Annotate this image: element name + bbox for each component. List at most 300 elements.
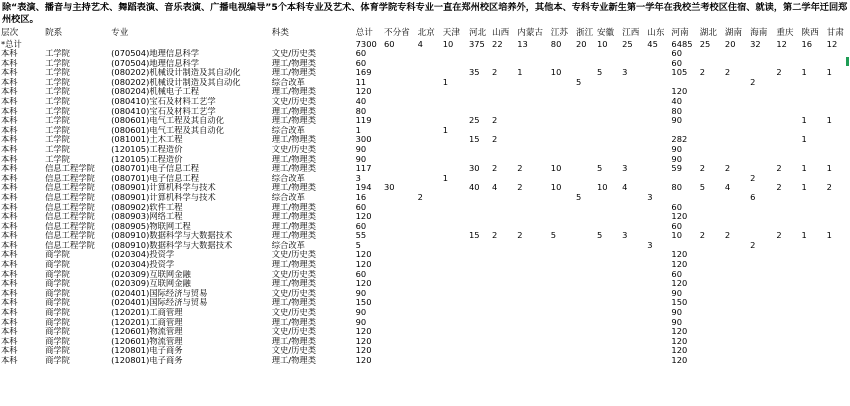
table-cell[interactable] <box>699 289 724 299</box>
table-cell[interactable]: 5 <box>575 192 582 202</box>
table-cell[interactable]: (080902)软件工程 <box>111 202 183 212</box>
table-cell[interactable]: 本科 <box>1 106 18 116</box>
table-cell[interactable] <box>699 145 724 155</box>
table-cell[interactable] <box>516 318 550 328</box>
table-cell[interactable]: 商学院 <box>45 336 70 346</box>
table-cell[interactable]: 3 <box>647 192 653 202</box>
table-cell[interactable] <box>775 107 800 117</box>
table-cell[interactable] <box>550 250 575 260</box>
table-cell[interactable] <box>775 59 800 69</box>
table-cell[interactable]: *总计 <box>1 39 22 49</box>
table-cell[interactable] <box>491 203 516 213</box>
table-cell[interactable]: 综合改革 <box>271 240 305 250</box>
table-cell[interactable] <box>575 116 596 126</box>
table-cell[interactable] <box>550 78 575 88</box>
table-cell[interactable] <box>621 318 646 328</box>
table-cell[interactable] <box>516 289 550 299</box>
table-cell[interactable] <box>596 308 621 318</box>
table-cell[interactable] <box>724 145 749 155</box>
table-cell[interactable] <box>575 318 596 328</box>
table-cell[interactable] <box>826 337 850 347</box>
table-cell[interactable] <box>749 203 775 213</box>
table-cell[interactable] <box>516 327 550 337</box>
table-cell[interactable]: 120 <box>355 346 372 356</box>
table-cell[interactable]: 10 <box>442 39 454 49</box>
table-cell[interactable] <box>699 327 724 337</box>
table-cell[interactable] <box>826 318 850 328</box>
table-cell[interactable]: 层次 <box>1 28 19 38</box>
table-cell[interactable]: 不分省 <box>383 28 410 38</box>
table-cell[interactable] <box>596 49 621 59</box>
table-cell[interactable] <box>575 155 596 165</box>
table-cell[interactable] <box>468 279 491 289</box>
table-cell[interactable] <box>44 39 110 49</box>
table-cell[interactable]: 2 <box>517 164 523 174</box>
table-cell[interactable] <box>621 116 646 126</box>
table-cell[interactable] <box>491 318 516 328</box>
table-cell[interactable]: 2 <box>699 68 706 78</box>
table-cell[interactable] <box>724 135 749 145</box>
table-cell[interactable]: 信息工程学院 <box>45 221 95 231</box>
table-cell[interactable] <box>575 298 596 308</box>
table-cell[interactable] <box>646 107 670 117</box>
table-cell[interactable]: 商学院 <box>45 327 70 337</box>
table-cell[interactable] <box>516 145 550 155</box>
table-cell[interactable]: 3 <box>622 231 628 241</box>
table-cell[interactable]: 科类 <box>271 28 289 38</box>
table-cell[interactable] <box>491 97 516 107</box>
table-cell[interactable]: 25 <box>699 39 711 49</box>
table-cell[interactable] <box>575 289 596 299</box>
table-cell[interactable] <box>491 145 516 155</box>
table-cell[interactable] <box>516 241 550 251</box>
table-cell[interactable] <box>383 97 417 107</box>
table-cell[interactable]: 13 <box>517 39 528 49</box>
table-cell[interactable] <box>596 337 621 347</box>
table-cell[interactable] <box>516 203 550 213</box>
table-cell[interactable]: 理工/物理类 <box>271 154 316 164</box>
table-cell[interactable] <box>550 212 575 222</box>
table-cell[interactable] <box>646 155 670 165</box>
table-cell[interactable] <box>699 212 724 222</box>
table-cell[interactable] <box>516 174 550 184</box>
table-cell[interactable]: 60 <box>355 221 367 231</box>
table-cell[interactable] <box>724 97 749 107</box>
table-cell[interactable]: 院系 <box>45 28 63 38</box>
table-cell[interactable]: 4 <box>724 183 731 193</box>
table-cell[interactable] <box>516 87 550 97</box>
table-cell[interactable]: (020401)国际经济与贸易 <box>111 288 208 298</box>
table-cell[interactable] <box>724 298 749 308</box>
table-cell[interactable] <box>724 308 749 318</box>
table-cell[interactable] <box>775 49 800 59</box>
table-cell[interactable] <box>646 318 670 328</box>
table-cell[interactable] <box>699 337 724 347</box>
table-cell[interactable] <box>749 298 775 308</box>
table-cell[interactable] <box>596 116 621 126</box>
table-cell[interactable]: 商学院 <box>45 346 70 356</box>
table-cell[interactable] <box>596 298 621 308</box>
table-cell[interactable] <box>491 241 516 251</box>
table-cell[interactable] <box>749 231 775 241</box>
table-cell[interactable]: 120 <box>671 356 688 365</box>
table-cell[interactable] <box>383 289 417 299</box>
table-cell[interactable] <box>699 59 724 69</box>
table-cell[interactable]: 90 <box>671 116 682 126</box>
table-cell[interactable] <box>417 337 442 347</box>
table-cell[interactable]: 60 <box>355 58 367 68</box>
table-cell[interactable] <box>575 308 596 318</box>
table-cell[interactable]: 文史/历史类 <box>271 250 316 260</box>
table-cell[interactable] <box>442 260 468 270</box>
table-cell[interactable] <box>646 49 670 59</box>
table-cell[interactable] <box>801 107 826 117</box>
table-cell[interactable] <box>442 327 468 337</box>
table-cell[interactable] <box>516 116 550 126</box>
table-cell[interactable] <box>596 270 621 280</box>
table-cell[interactable] <box>699 97 724 107</box>
table-cell[interactable]: 2 <box>492 135 498 145</box>
table-cell[interactable]: 文史/历史类 <box>271 96 316 106</box>
table-cell[interactable]: 3 <box>622 164 628 174</box>
table-cell[interactable] <box>516 126 550 136</box>
table-cell[interactable]: 本科 <box>1 135 18 145</box>
table-cell[interactable]: 内蒙古 <box>517 28 544 38</box>
table-cell[interactable] <box>468 241 491 251</box>
table-cell[interactable] <box>699 222 724 232</box>
table-cell[interactable] <box>383 164 417 174</box>
table-cell[interactable] <box>550 59 575 69</box>
table-cell[interactable]: (080601)电气工程及其自动化 <box>111 116 224 126</box>
table-cell[interactable]: 5 <box>355 240 361 250</box>
table-cell[interactable] <box>826 298 850 308</box>
table-cell[interactable] <box>749 346 775 356</box>
table-cell[interactable] <box>826 270 850 280</box>
table-cell[interactable] <box>491 107 516 117</box>
table-cell[interactable] <box>383 155 417 165</box>
table-cell[interactable]: 商学院 <box>45 356 70 365</box>
table-cell[interactable]: 工学院 <box>45 49 70 58</box>
table-cell[interactable] <box>442 59 468 69</box>
table-cell[interactable] <box>670 193 698 203</box>
table-cell[interactable] <box>468 155 491 165</box>
table-cell[interactable] <box>417 270 442 280</box>
table-cell[interactable] <box>801 279 826 289</box>
table-cell[interactable]: 2 <box>724 68 731 78</box>
table-cell[interactable]: 本科 <box>1 144 18 154</box>
table-cell[interactable] <box>749 126 775 136</box>
table-cell[interactable] <box>550 289 575 299</box>
table-cell[interactable] <box>775 241 800 251</box>
table-cell[interactable]: 40 <box>468 183 480 193</box>
table-cell[interactable] <box>596 203 621 213</box>
table-cell[interactable] <box>801 346 826 356</box>
table-cell[interactable]: 119 <box>355 116 372 126</box>
table-cell[interactable] <box>646 231 670 241</box>
table-cell[interactable] <box>516 212 550 222</box>
table-cell[interactable]: 2 <box>517 183 523 193</box>
table-cell[interactable]: 商学院 <box>45 317 70 327</box>
table-cell[interactable]: 工学院 <box>45 125 70 135</box>
table-cell[interactable]: 本科 <box>1 288 18 298</box>
table-cell[interactable] <box>801 87 826 97</box>
table-cell[interactable] <box>621 250 646 260</box>
table-cell[interactable]: 105 <box>671 68 688 78</box>
table-cell[interactable] <box>417 164 442 174</box>
table-cell[interactable] <box>575 222 596 232</box>
table-cell[interactable] <box>468 145 491 155</box>
table-cell[interactable] <box>550 327 575 337</box>
table-cell[interactable]: 工学院 <box>45 77 70 87</box>
table-cell[interactable] <box>646 68 670 78</box>
table-cell[interactable] <box>383 318 417 328</box>
table-cell[interactable] <box>699 241 724 251</box>
table-cell[interactable] <box>749 260 775 270</box>
table-cell[interactable] <box>575 231 596 241</box>
table-cell[interactable]: 150 <box>355 298 372 308</box>
table-cell[interactable]: 90 <box>355 308 367 318</box>
table-cell[interactable]: (080901)计算机科学与技术 <box>111 183 216 193</box>
table-cell[interactable]: (120201)工商管理 <box>111 317 183 327</box>
table-cell[interactable] <box>646 250 670 260</box>
table-cell[interactable] <box>699 279 724 289</box>
table-cell[interactable]: (020304)投资学 <box>111 250 175 260</box>
table-cell[interactable] <box>468 308 491 318</box>
table-cell[interactable]: (020309)互联网金融 <box>111 279 191 289</box>
table-cell[interactable] <box>724 155 749 165</box>
table-cell[interactable] <box>417 174 442 184</box>
table-cell[interactable] <box>550 222 575 232</box>
table-cell[interactable] <box>417 250 442 260</box>
table-cell[interactable] <box>724 126 749 136</box>
table-cell[interactable]: 12 <box>776 39 787 49</box>
table-cell[interactable] <box>775 250 800 260</box>
table-cell[interactable]: 1 <box>826 116 832 126</box>
table-cell[interactable] <box>724 203 749 213</box>
table-cell[interactable]: 10 <box>596 183 608 193</box>
table-cell[interactable] <box>646 289 670 299</box>
table-cell[interactable] <box>801 212 826 222</box>
table-cell[interactable] <box>468 298 491 308</box>
table-cell[interactable] <box>596 327 621 337</box>
table-cell[interactable] <box>826 346 850 356</box>
table-cell[interactable] <box>826 203 850 213</box>
table-cell[interactable]: 20 <box>724 39 736 49</box>
table-cell[interactable] <box>621 356 646 366</box>
table-cell[interactable] <box>775 289 800 299</box>
table-cell[interactable] <box>575 87 596 97</box>
table-cell[interactable] <box>383 231 417 241</box>
table-cell[interactable]: 60 <box>671 269 682 279</box>
table-cell[interactable] <box>417 135 442 145</box>
table-cell[interactable] <box>775 212 800 222</box>
table-cell[interactable] <box>550 241 575 251</box>
table-cell[interactable]: 陕西 <box>801 28 819 38</box>
table-cell[interactable] <box>442 212 468 222</box>
table-cell[interactable] <box>775 155 800 165</box>
table-cell[interactable] <box>442 203 468 213</box>
table-cell[interactable] <box>621 260 646 270</box>
table-cell[interactable] <box>646 97 670 107</box>
table-cell[interactable] <box>621 203 646 213</box>
table-cell[interactable] <box>550 97 575 107</box>
table-cell[interactable]: 总计 <box>355 28 373 38</box>
table-cell[interactable] <box>621 298 646 308</box>
table-cell[interactable] <box>516 260 550 270</box>
table-cell[interactable]: 5 <box>550 231 557 241</box>
table-cell[interactable] <box>670 126 698 136</box>
table-cell[interactable] <box>749 49 775 59</box>
table-cell[interactable] <box>442 279 468 289</box>
table-cell[interactable] <box>575 164 596 174</box>
table-cell[interactable]: (120201)工商管理 <box>111 308 183 318</box>
table-cell[interactable] <box>550 174 575 184</box>
table-cell[interactable] <box>516 135 550 145</box>
table-cell[interactable] <box>775 78 800 88</box>
table-cell[interactable] <box>550 346 575 356</box>
table-cell[interactable] <box>516 346 550 356</box>
table-cell[interactable] <box>749 279 775 289</box>
table-cell[interactable] <box>621 241 646 251</box>
table-cell[interactable] <box>596 107 621 117</box>
table-cell[interactable]: (120601)物流管理 <box>111 327 183 337</box>
table-cell[interactable] <box>516 250 550 260</box>
table-cell[interactable] <box>801 260 826 270</box>
table-cell[interactable]: 理工/物理类 <box>271 212 316 222</box>
table-cell[interactable] <box>383 279 417 289</box>
table-cell[interactable] <box>801 337 826 347</box>
table-cell[interactable] <box>646 116 670 126</box>
table-cell[interactable] <box>801 78 826 88</box>
table-cell[interactable]: 375 <box>468 39 485 49</box>
table-cell[interactable] <box>749 212 775 222</box>
table-cell[interactable] <box>468 59 491 69</box>
table-cell[interactable]: 理工/物理类 <box>271 260 316 270</box>
table-cell[interactable]: 60 <box>355 49 367 58</box>
table-cell[interactable]: 300 <box>355 135 372 145</box>
table-cell[interactable]: 90 <box>355 317 367 327</box>
table-cell[interactable] <box>646 174 670 184</box>
table-cell[interactable]: 90 <box>355 154 367 164</box>
table-cell[interactable]: 1 <box>517 68 523 78</box>
table-cell[interactable] <box>596 346 621 356</box>
table-cell[interactable] <box>417 327 442 337</box>
table-cell[interactable] <box>801 308 826 318</box>
table-cell[interactable] <box>749 327 775 337</box>
table-cell[interactable]: 120 <box>671 250 688 260</box>
table-cell[interactable] <box>826 222 850 232</box>
table-cell[interactable]: 7300 <box>355 39 377 49</box>
table-cell[interactable]: 工学院 <box>45 58 70 68</box>
table-cell[interactable] <box>646 59 670 69</box>
table-cell[interactable] <box>417 68 442 78</box>
table-cell[interactable] <box>724 327 749 337</box>
table-cell[interactable]: 2 <box>750 173 756 183</box>
table-cell[interactable]: 1 <box>442 125 449 135</box>
table-cell[interactable] <box>749 135 775 145</box>
table-cell[interactable]: 6485 <box>671 39 693 49</box>
table-cell[interactable] <box>699 107 724 117</box>
table-cell[interactable]: 55 <box>355 231 367 241</box>
table-cell[interactable]: 2 <box>417 192 423 202</box>
table-cell[interactable]: 2 <box>724 231 731 241</box>
table-cell[interactable] <box>417 308 442 318</box>
table-cell[interactable] <box>271 39 355 49</box>
table-cell[interactable] <box>724 260 749 270</box>
table-cell[interactable] <box>417 222 442 232</box>
table-cell[interactable]: 1 <box>826 68 832 78</box>
table-cell[interactable]: 工学院 <box>45 87 70 97</box>
table-cell[interactable]: (020304)投资学 <box>111 260 175 270</box>
table-cell[interactable]: 2 <box>517 231 523 241</box>
table-cell[interactable] <box>417 155 442 165</box>
table-cell[interactable]: 120 <box>355 356 372 365</box>
table-cell[interactable] <box>724 270 749 280</box>
table-cell[interactable] <box>749 155 775 165</box>
table-cell[interactable] <box>417 87 442 97</box>
table-cell[interactable]: 理工/物理类 <box>271 231 316 241</box>
table-cell[interactable] <box>383 337 417 347</box>
table-cell[interactable]: 1 <box>801 135 807 145</box>
table-cell[interactable] <box>775 327 800 337</box>
table-cell[interactable]: 6 <box>750 192 756 202</box>
table-cell[interactable] <box>550 145 575 155</box>
table-cell[interactable]: 1 <box>801 68 807 78</box>
table-cell[interactable]: 2 <box>492 164 498 174</box>
table-cell[interactable] <box>468 260 491 270</box>
table-cell[interactable]: 1 <box>801 231 807 241</box>
table-cell[interactable] <box>749 97 775 107</box>
table-cell[interactable] <box>491 87 516 97</box>
table-cell[interactable] <box>468 356 491 366</box>
table-cell[interactable]: 12 <box>826 39 838 49</box>
table-cell[interactable] <box>775 279 800 289</box>
table-cell[interactable]: 本科 <box>1 68 18 78</box>
table-cell[interactable]: 湖南 <box>724 28 743 38</box>
table-cell[interactable] <box>550 49 575 59</box>
table-cell[interactable] <box>621 174 646 184</box>
table-cell[interactable] <box>749 116 775 126</box>
table-cell[interactable] <box>801 298 826 308</box>
table-cell[interactable]: (120105)工程造价 <box>111 154 183 164</box>
table-cell[interactable] <box>646 298 670 308</box>
table-cell[interactable]: 商学院 <box>45 269 70 279</box>
table-cell[interactable] <box>826 155 850 165</box>
table-cell[interactable] <box>775 260 800 270</box>
table-cell[interactable] <box>516 222 550 232</box>
table-cell[interactable]: 商学院 <box>45 288 70 298</box>
table-cell[interactable] <box>491 260 516 270</box>
table-cell[interactable] <box>775 337 800 347</box>
table-cell[interactable] <box>621 193 646 203</box>
table-cell[interactable] <box>516 107 550 117</box>
table-cell[interactable]: 5 <box>575 77 582 87</box>
table-cell[interactable] <box>442 135 468 145</box>
table-cell[interactable] <box>468 78 491 88</box>
table-cell[interactable] <box>826 174 850 184</box>
table-cell[interactable]: 2 <box>776 183 782 193</box>
table-cell[interactable] <box>621 135 646 145</box>
table-cell[interactable] <box>417 231 442 241</box>
table-cell[interactable] <box>749 337 775 347</box>
table-cell[interactable] <box>383 222 417 232</box>
table-cell[interactable]: 本科 <box>1 173 18 183</box>
table-cell[interactable] <box>596 250 621 260</box>
table-cell[interactable] <box>383 270 417 280</box>
table-cell[interactable]: 10 <box>550 68 562 78</box>
table-cell[interactable] <box>699 346 724 356</box>
table-cell[interactable]: 3 <box>647 240 653 250</box>
